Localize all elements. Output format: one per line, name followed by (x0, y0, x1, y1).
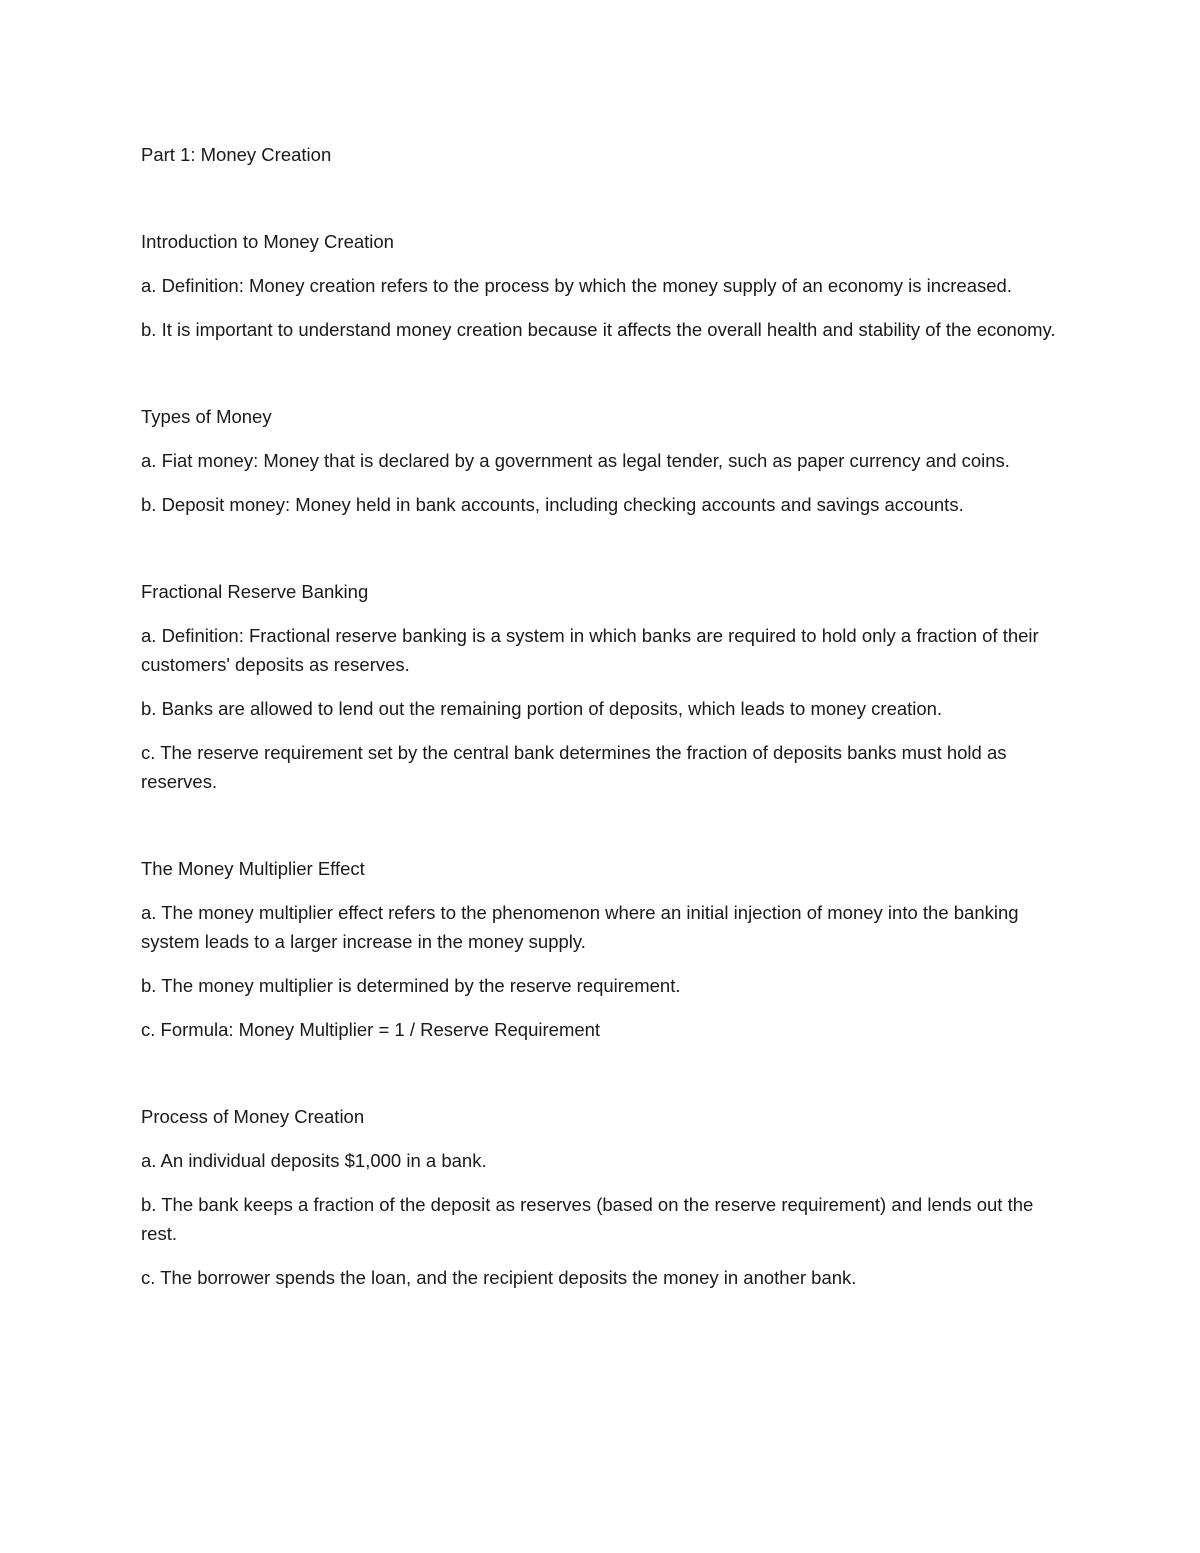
section-heading: Process of Money Creation (141, 1106, 365, 1127)
section-heading: Types of Money (141, 406, 272, 427)
section-fractional-reserve-banking (141, 577, 1071, 796)
section-item: a. An individual deposits $1,000 in a bank. (141, 1150, 487, 1171)
section-item: c. Formula: Money Multiplier = 1 / Reserve Requirement (141, 1019, 601, 1040)
section-item: b. The money multiplier is determined by the reserve requirement. (141, 975, 681, 996)
section-item: b. Deposit money: Money held in bank accounts, including checking accounts and savings accounts. (141, 494, 964, 515)
section-introduction (141, 227, 1071, 344)
section-item: b. Banks are allowed to lend out the remaining portion of deposits, which leads to money creation. (141, 698, 943, 719)
section-heading: Introduction to Money Creation (141, 231, 394, 252)
section-item: a. Definition: Money creation refers to the process by which the money supply of an economy is increased. (141, 275, 1012, 296)
section-types-of-money (141, 402, 1071, 519)
section-item: b. It is important to understand money creation because it affects the overall health and stability of the economy. (141, 319, 1056, 340)
section-heading: The Money Multiplier Effect (141, 858, 365, 879)
section-item: a. Definition: Fractional reserve banking is a system in which banks are required to hold only a fraction of their customers' deposits as reserves. (141, 625, 1039, 675)
document-title: Part 1: Money Creation (141, 144, 332, 165)
document-page (141, 140, 1071, 1350)
section-item: c. The borrower spends the loan, and the recipient deposits the money in another bank. (141, 1267, 857, 1288)
section-item: c. The reserve requirement set by the central bank determines the fraction of deposits banks must hold as reserves. (141, 742, 1007, 792)
section-heading: Fractional Reserve Banking (141, 581, 369, 602)
section-item: b. The bank keeps a fraction of the deposit as reserves (based on the reserve requirement) and lends out the rest. (141, 1194, 1034, 1244)
section-item: a. Fiat money: Money that is declared by a government as legal tender, such as paper currency and coins. (141, 450, 1010, 471)
section-process-of-money-creation (141, 1102, 1071, 1292)
section-money-multiplier (141, 854, 1071, 1044)
section-item: a. The money multiplier effect refers to the phenomenon where an initial injection of money into the banking system leads to a larger increase in the money supply. (141, 902, 1019, 952)
